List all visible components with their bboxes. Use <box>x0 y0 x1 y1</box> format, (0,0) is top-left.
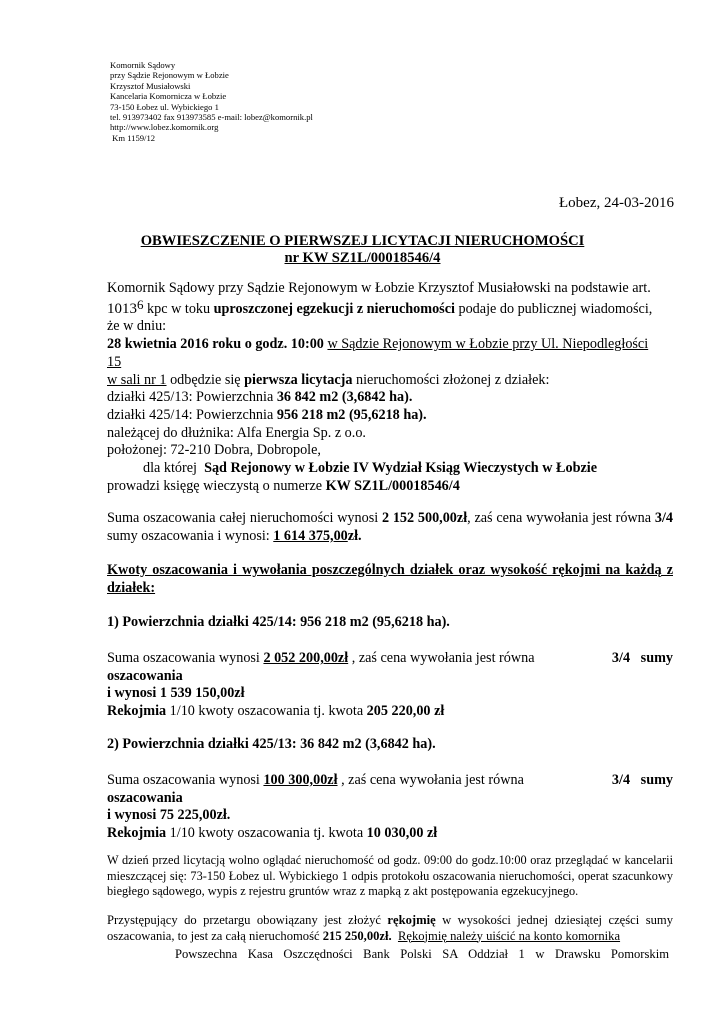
plot1-valuation-cont: oszacowania <box>107 667 183 684</box>
notice-kw-number: nr KW SZ1L/00018546/4 <box>284 250 441 266</box>
bank-account-line: Powszechna Kasa Oszczędności Bank Polski SA Oddział 1 w Drawsku Pomorskim <box>175 947 669 961</box>
auction-room-line: w sali nr 1 odbędzie się pierwsza licytacja nieruchomości złożonej z działek: <box>107 371 550 388</box>
header-line: 73-150 Łobez ul. Wybickiego 1 <box>110 101 219 112</box>
auction-place-line: 15 <box>107 353 122 370</box>
header-line: tel. 913973402 fax 913973585 e-mail: lobez@komornik.pl <box>110 112 313 123</box>
intro-line: Komornik Sądowy przy Sądzie Rejonowym w Łobzie Krzysztof Musiałowski na podstawie art. <box>107 280 651 296</box>
deposit-info: Przystępujący do przetargu obowiązany jest złożyć rękojmię w wysokości jednej dziesiątej części sumy oszacowania, to jest za całą nieruchomość 215 250,00zł. Rękojmię należy uiścić na konto komornika <box>107 913 673 943</box>
document-date: Łobez, 24-03-2016 <box>559 195 674 211</box>
header-line: http://www.lobez.komornik.org <box>110 122 219 133</box>
owner-line: należącej do dłużnika: Alfa Energia Sp. z o.o. <box>107 424 366 441</box>
plot1-details <box>107 650 673 721</box>
notice-title: OBWIESZCZENIE O PIERWSZEJ LICYTACJI NIERUCHOMOŚCI <box>140 233 585 249</box>
land-register-line: prowadzi księgę wieczystą o numerze KW SZ1L/00018546/4 <box>107 477 460 494</box>
header-line: Kancelaria Komornicza w Łobzie <box>110 91 227 102</box>
plot1-valuation-line: Suma oszacowania wynosi 2 052 200,00zł , zaś cena wywołania jest równa 3/4 sumy <box>107 650 673 666</box>
bailiff-header <box>110 60 313 143</box>
plot2-call-price: i wynosi 75 225,00zł. <box>107 807 231 824</box>
viewing-info: W dzień przed licytacją wolno oglądać nieruchomość od godz. 09:00 do godz.10:00 oraz przeglądać w kancelarii mieszczącej się: 73-150 Łobez ul. Wybickiego 1 odpis protokołu oszacowania nieruchomości, operat szacunkowy biegłego sądowego, wypis z rejestru gruntów wraz z mapką z akt postępowania egzekucyjnego. <box>107 853 673 898</box>
plot1-deposit: Rekojmia 1/10 kwoty oszacowania tj. kwota 205 220,00 zł <box>107 703 445 720</box>
plot1-call-price: i wynosi 1 539 150,00zł <box>107 685 245 702</box>
intro-line: 1013$^6$ kpc w toku uproszczonej egzekucji z nieruchomości podaje do publicznej wiadomości, <box>107 296 653 317</box>
header-line: Komornik Sądowy <box>110 60 176 70</box>
plot2-valuation-line: Suma oszacowania wynosi 100 300,00zł , zaś cena wywołania jest równa 3/4 sumy <box>107 772 673 788</box>
court-line: dla której Sąd Rejonowy w Łobzie IV Wydział Ksiąg Wieczystych w Łobzie <box>143 460 598 477</box>
plot-area-line: działki 425/13: Powierzchnia 36 842 m2 (3,6842 ha). <box>107 389 413 406</box>
header-line: przy Sądzie Rejonowym w Łobzie <box>110 70 229 81</box>
intro-line: że w dniu: <box>107 318 167 335</box>
header-line: Km 1159/12 <box>110 132 156 143</box>
plot2-valuation-cont: oszacowania <box>107 789 183 806</box>
location-line: położonej: 72-210 Dobra, Dobropole, <box>107 442 321 459</box>
auction-date-line: 28 kwietnia 2016 roku o godz. 10:00 w Sądzie Rejonowym w Łobzie przy Ul. Niepodległości <box>107 336 649 353</box>
plot2-heading: 2) Powierzchnia działki 425/13: 36 842 m2 (3,6842 ha). <box>107 736 436 752</box>
plot2-details <box>107 772 673 843</box>
plot1-heading: 1) Powierzchnia działki 425/14: 956 218 m2 (95,6218 ha). <box>107 614 450 630</box>
plot2-deposit: Rekojmia 1/10 kwoty oszacowania tj. kwota 10 030,00 zł <box>107 825 438 842</box>
total-valuation: Suma oszacowania całej nieruchomości wynosi 2 152 500,00zł, zaś cena wywołania jest równa 3/4 sumy oszacowania i wynosi: 1 614 375,00zł. <box>107 510 673 544</box>
header-line: Krzysztof Musiałowski <box>110 80 191 91</box>
plot-area-line: działki 425/14: Powierzchnia 956 218 m2 (95,6218 ha). <box>107 406 427 423</box>
intro-block <box>107 280 673 495</box>
plots-heading: Kwoty oszacowania i wywołania poszczególnych działek oraz wysokość rękojmi na każdą z działek: <box>107 562 673 596</box>
